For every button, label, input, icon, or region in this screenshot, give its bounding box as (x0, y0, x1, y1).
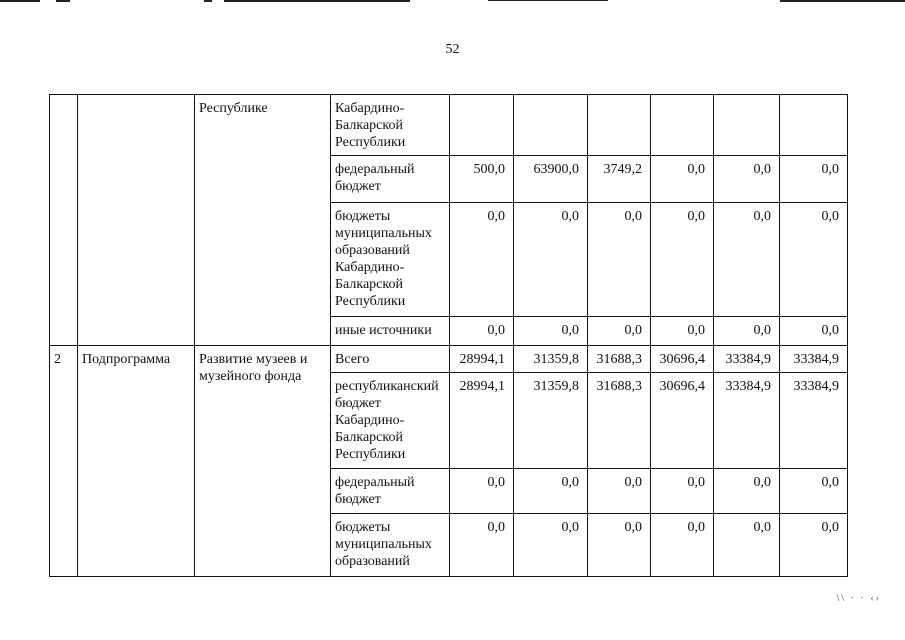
program-name-cell: Развитие музеев и музейного фонда (195, 346, 331, 577)
funding-source-cell: республиканский бюджет Кабардино- Балкарской Республики (331, 373, 450, 469)
value-cell: 0,0 (651, 317, 714, 346)
value-cell (651, 95, 714, 156)
value-cell: 0,0 (651, 203, 714, 317)
row-type-cell: Подпрограмма (78, 346, 195, 577)
value-cell: 63900,0 (514, 156, 588, 203)
funding-source-cell: федеральный бюджет (331, 156, 450, 203)
value-cell: 0,0 (514, 317, 588, 346)
value-cell: 31688,3 (588, 346, 651, 373)
value-cell: 0,0 (450, 203, 514, 317)
value-cell: 0,0 (514, 469, 588, 514)
program-name-cell: Республике (195, 95, 331, 346)
value-cell (780, 95, 848, 156)
value-cell: 33384,9 (714, 346, 780, 373)
value-cell: 33384,9 (780, 373, 848, 469)
value-cell: 0,0 (780, 156, 848, 203)
row-type-cell (78, 95, 195, 346)
value-cell: 0,0 (651, 156, 714, 203)
scan-artifact-line (0, 0, 40, 2)
value-cell: 3749,2 (588, 156, 651, 203)
value-cell: 0,0 (780, 469, 848, 514)
value-cell (514, 95, 588, 156)
scan-artifact-line (488, 0, 608, 1)
value-cell: 0,0 (780, 203, 848, 317)
funding-source-cell: иные источники (331, 317, 450, 346)
scan-artifact-line (224, 0, 410, 2)
value-cell: 30696,4 (651, 373, 714, 469)
funding-source-cell: Всего (331, 346, 450, 373)
scan-artifact-line (56, 0, 70, 2)
funding-source-cell: федеральный бюджет (331, 469, 450, 514)
table-row (50, 346, 848, 373)
value-cell: 0,0 (588, 469, 651, 514)
funding-source-cell: бюджеты муниципальных образований Кабардино- Балкарской Республики (331, 203, 450, 317)
value-cell: 500,0 (450, 156, 514, 203)
value-cell: 0,0 (714, 203, 780, 317)
row-number-cell: 2 (50, 346, 78, 577)
value-cell: 0,0 (714, 469, 780, 514)
value-cell: 31359,8 (514, 346, 588, 373)
value-cell: 0,0 (450, 469, 514, 514)
value-cell: 33384,9 (714, 373, 780, 469)
value-cell: 28994,1 (450, 346, 514, 373)
value-cell: 28994,1 (450, 373, 514, 469)
value-cell: 0,0 (714, 514, 780, 577)
value-cell: 0,0 (514, 203, 588, 317)
value-cell: 0,0 (714, 317, 780, 346)
value-cell: 31688,3 (588, 373, 651, 469)
value-cell: 0,0 (514, 514, 588, 577)
value-cell: 0,0 (588, 203, 651, 317)
funding-source-cell: бюджеты муниципальных образований (331, 514, 450, 577)
value-cell: 0,0 (780, 514, 848, 577)
scan-artifact-line (780, 0, 905, 2)
value-cell (450, 95, 514, 156)
value-cell: 31359,8 (514, 373, 588, 469)
table-row (50, 95, 848, 156)
value-cell: 0,0 (588, 317, 651, 346)
value-cell: 0,0 (450, 317, 514, 346)
value-cell (588, 95, 651, 156)
scan-artifact-line (204, 0, 212, 2)
value-cell: 30696,4 (651, 346, 714, 373)
value-cell: 33384,9 (780, 346, 848, 373)
funding-source-cell: Кабардино- Балкарской Республики (331, 95, 450, 156)
page-number: 52 (445, 42, 460, 57)
budget-table (49, 94, 848, 577)
row-number-cell (50, 95, 78, 346)
value-cell: 0,0 (780, 317, 848, 346)
value-cell: 0,0 (450, 514, 514, 577)
scan-corner-mark: \\ · · ‹› (836, 593, 881, 604)
value-cell: 0,0 (588, 514, 651, 577)
value-cell: 0,0 (651, 469, 714, 514)
value-cell (714, 95, 780, 156)
value-cell: 0,0 (714, 156, 780, 203)
value-cell: 0,0 (651, 514, 714, 577)
